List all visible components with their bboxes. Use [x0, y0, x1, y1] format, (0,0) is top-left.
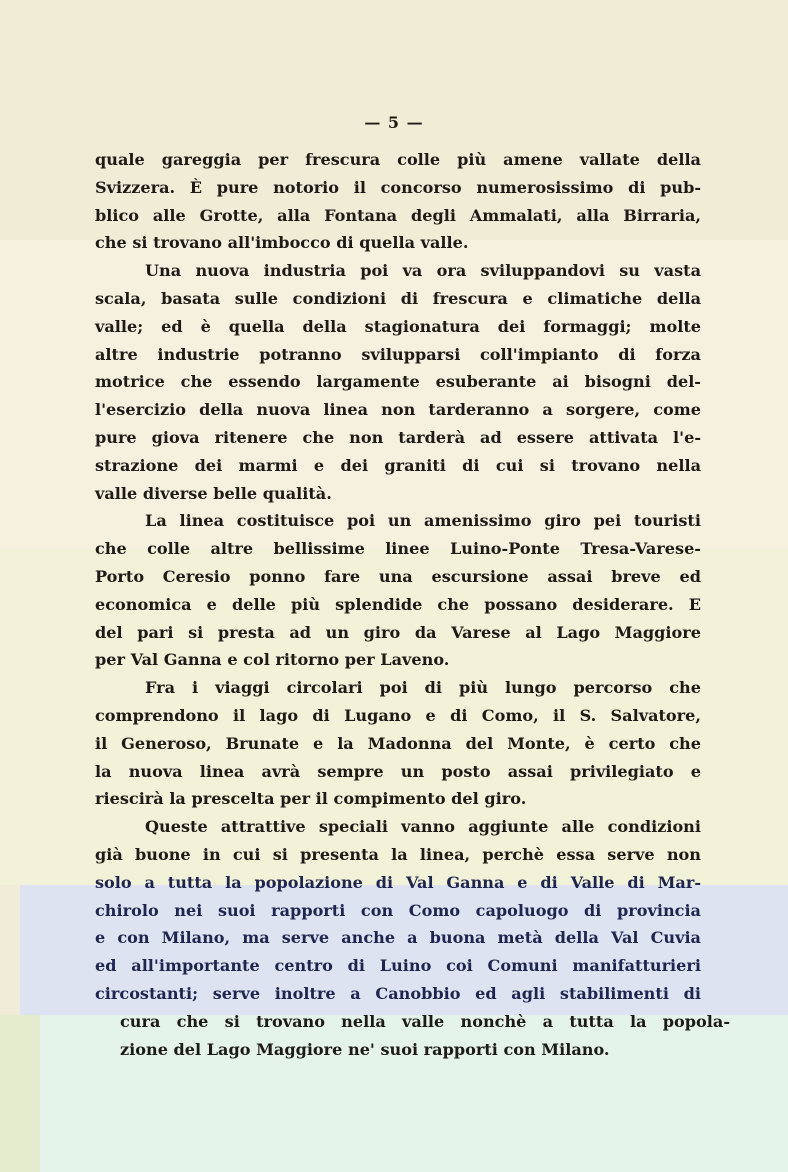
page-number: — 5 — [364, 113, 424, 132]
text-line: ed all'importante centro di Luino coi Comuni manifatturieri [95, 956, 701, 976]
text-line: Fra i viaggi circolari poi di più lungo percorso che [145, 678, 701, 698]
text-line: l'esercizio della nuova linea non tarderanno a sorgere, come [95, 400, 701, 420]
text-line: Una nuova industria poi va ora sviluppandovi su vasta [145, 261, 701, 281]
body-text [95, 146, 730, 1063]
text-line: quale gareggia per frescura colle più amene vallate della [95, 150, 701, 169]
paragraph-4 [95, 674, 701, 813]
text-line: che si trovano all'imbocco di quella valle. [95, 233, 469, 253]
text-line: e con Milano, ma serve anche a buona metà della Val Cuvia [95, 928, 701, 948]
text-line: altre industrie potranno svilupparsi coll'impianto di forza [95, 344, 701, 364]
text-line: del pari si presta ad un giro da Varese al Lago Maggiore [95, 622, 701, 642]
text-line: cura che si trovano nella valle nonchè a tutta la popola- [120, 1011, 730, 1031]
text-line: chirolo nei suoi rapporti con Como capoluogo di provincia [95, 900, 701, 920]
text-line: valle; ed è quella della stagionatura dei formaggi; molte [95, 316, 701, 336]
text-line: la nuova linea avrà sempre un posto assai privilegiato e [95, 761, 701, 781]
text-line: zione del Lago Maggiore ne' suoi rapporti con Milano. [120, 1039, 610, 1059]
text-line: il Generoso, Brunate e la Madonna del Monte, è certo che [95, 733, 701, 753]
paragraph-1 [95, 146, 701, 257]
text-line: Svizzera. È pure notorio il concorso numerosissimo di pub- [95, 177, 701, 197]
paragraph-5 [95, 813, 730, 1063]
text-line: blico alle Grotte, alla Fontana degli Ammalati, alla Birraria, [95, 205, 701, 225]
text-line: La linea costituisce poi un amenissimo giro pei touristi [145, 511, 701, 531]
text-line: comprendono il lago di Lugano e di Como, il S. Salvatore, [95, 705, 701, 725]
paragraph-3 [95, 507, 701, 674]
text-line: per Val Ganna e col ritorno per Laveno. [95, 650, 450, 670]
text-line: motrice che essendo largamente esuberante ai bisogni del- [95, 372, 701, 392]
text-line: strazione dei marmi e dei graniti di cui si trovano nella [95, 455, 701, 475]
text-line: Queste attrattive speciali vanno aggiunte alle condizioni [145, 817, 701, 837]
text-line: economica e delle più splendide che possano desiderare. E [95, 594, 701, 614]
text-line: già buone in cui si presenta la linea, perchè essa serve non [95, 844, 701, 864]
paragraph-2 [95, 257, 701, 507]
text-line: solo a tutta la popolazione di Val Ganna e di Valle di Mar- [95, 872, 701, 892]
text-line: Porto Ceresio ponno fare una escursione assai breve ed [95, 566, 701, 586]
text-line: pure giova ritenere che non tarderà ad essere attivata l'e- [95, 427, 701, 447]
text-line: scala, basata sulle condizioni di frescura e climatiche della [95, 288, 701, 308]
text-line: circostanti; serve inoltre a Canobbio ed agli stabilimenti di [95, 983, 701, 1003]
text-line: che colle altre bellissime linee Luino-Ponte Tresa-Varese- [95, 539, 701, 559]
text-line: valle diverse belle qualità. [95, 483, 332, 503]
text-line: riescirà la prescelta per il compimento del giro. [95, 789, 527, 809]
